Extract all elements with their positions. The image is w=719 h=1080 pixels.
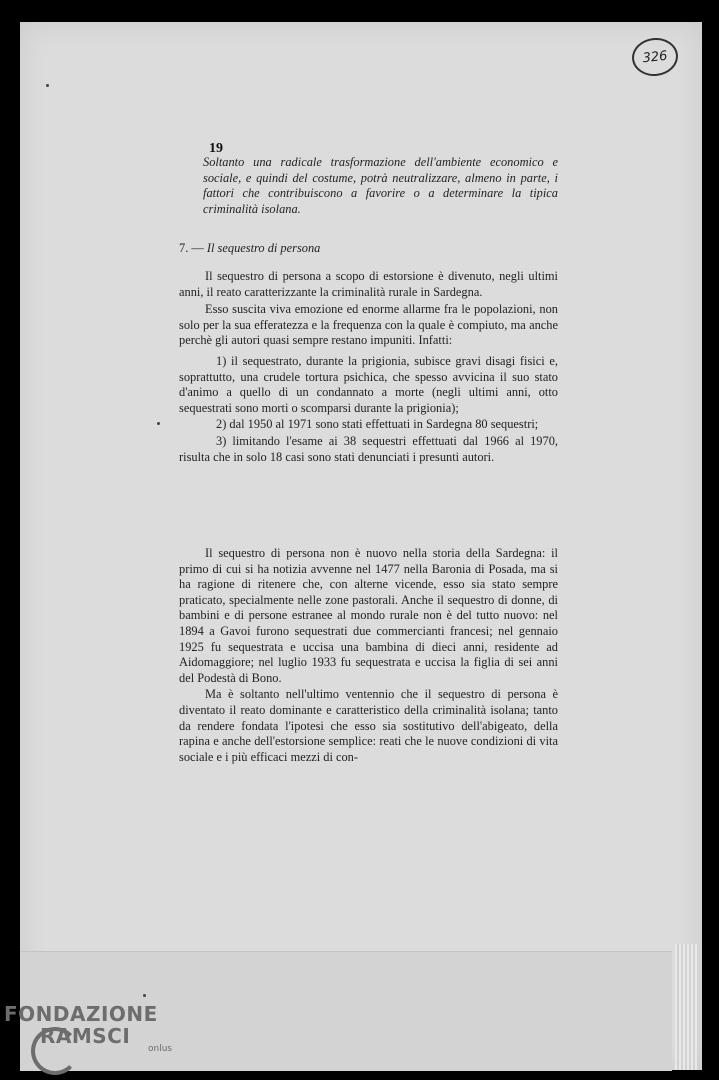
watermark xyxy=(4,1002,172,1054)
section-heading xyxy=(179,241,558,256)
list-item: 2) dal 1950 al 1971 sono stati effettuati in Sardegna 80 sequestri; xyxy=(216,417,539,432)
paragraph: Esso suscita viva emozione ed enorme allarme fra le popolazioni, non solo per la sua efferatezza e la frequenza con la quale è compiuto, ma anche perchè gli autori quasi sempre restano impuniti. Infatti: xyxy=(179,302,558,348)
section-title: Il sequestro di persona xyxy=(206,241,321,255)
body-block-1 xyxy=(179,269,558,466)
watermark-line: onlus xyxy=(148,1044,173,1054)
watermark-line: FONDAZIONE xyxy=(4,1002,158,1026)
list-item: 3) limitando l'esame ai 38 sequestri effettuati dal 1966 al 1970, risulta che in solo 18 casi sono stati denunciati i presunti autori. xyxy=(179,433,558,464)
archive-number-stamp: 326 xyxy=(630,36,680,79)
paragraph: Il sequestro di persona a scopo di estorsione è divenuto, negli ultimi anni, il reato caratterizzante la criminalità rurale in Sardegna. xyxy=(179,269,558,299)
paper-speck xyxy=(157,422,160,425)
paragraph: Il sequestro di persona non è nuovo nella storia della Sardegna: il primo di cui si ha notizia avvenne nel 1477 nella Baronia di Posada, ma si ha ragione di ritenere che, con alterne vicende, esso sia stato sempre praticato, specialmente nelle zone pastorali. Anche il sequestro di donne, di bambini e di persone estranee al mondo rurale non è del tutto nuovo: nel 1894 a Gavoi furono sequestrati due commercianti francesi; nel gennaio 1925 fu sequestrata e uccisa una bambina di dieci anni, residente ad Aidomaggiore; nel luglio 1933 fu sequestrata e uccisa la figlia di sei anni del Podestà di Bono. xyxy=(179,546,558,685)
body-block-2 xyxy=(179,546,558,765)
list-item: 1) il sequestrato, durante la prigionia, subisce gravi disagi fisici e, soprattutto, una crudele tortura psichica, che spesso avvicina il suo stato d'animo a quello di un condannato a morte (negli ultimi anni, otto sequestrati sono morti o scomparsi durante la prigionia); xyxy=(179,353,558,415)
page-number: 19 xyxy=(209,141,223,156)
numbered-list xyxy=(179,354,558,465)
paper-speck xyxy=(143,994,146,997)
section-number: 7. — xyxy=(179,241,204,255)
paper-speck xyxy=(46,84,49,87)
paragraph: Ma è soltanto nell'ultimo ventennio che il sequestro di persona è diventato il reato dominante e caratteristico della criminalità isolana; tanto da rendere fondata l'ipotesi che esso sia sostitutivo dell'abigeato, della rapina e anche dell'estorsione semplice: reati che le nuove condizioni di vita sociale e i più efficaci mezzi di con- xyxy=(179,687,558,764)
page-stack-edge xyxy=(675,944,697,1070)
intro-paragraph: Soltanto una radicale trasformazione dell'ambiente economico e sociale, e quindi del costume, potrà neutralizzare, almeno in parte, i fattori che contribuiscono a favorire o a determinare la tipica criminalità isolana. xyxy=(203,155,558,216)
watermark-line: RAMSCI xyxy=(40,1024,131,1048)
